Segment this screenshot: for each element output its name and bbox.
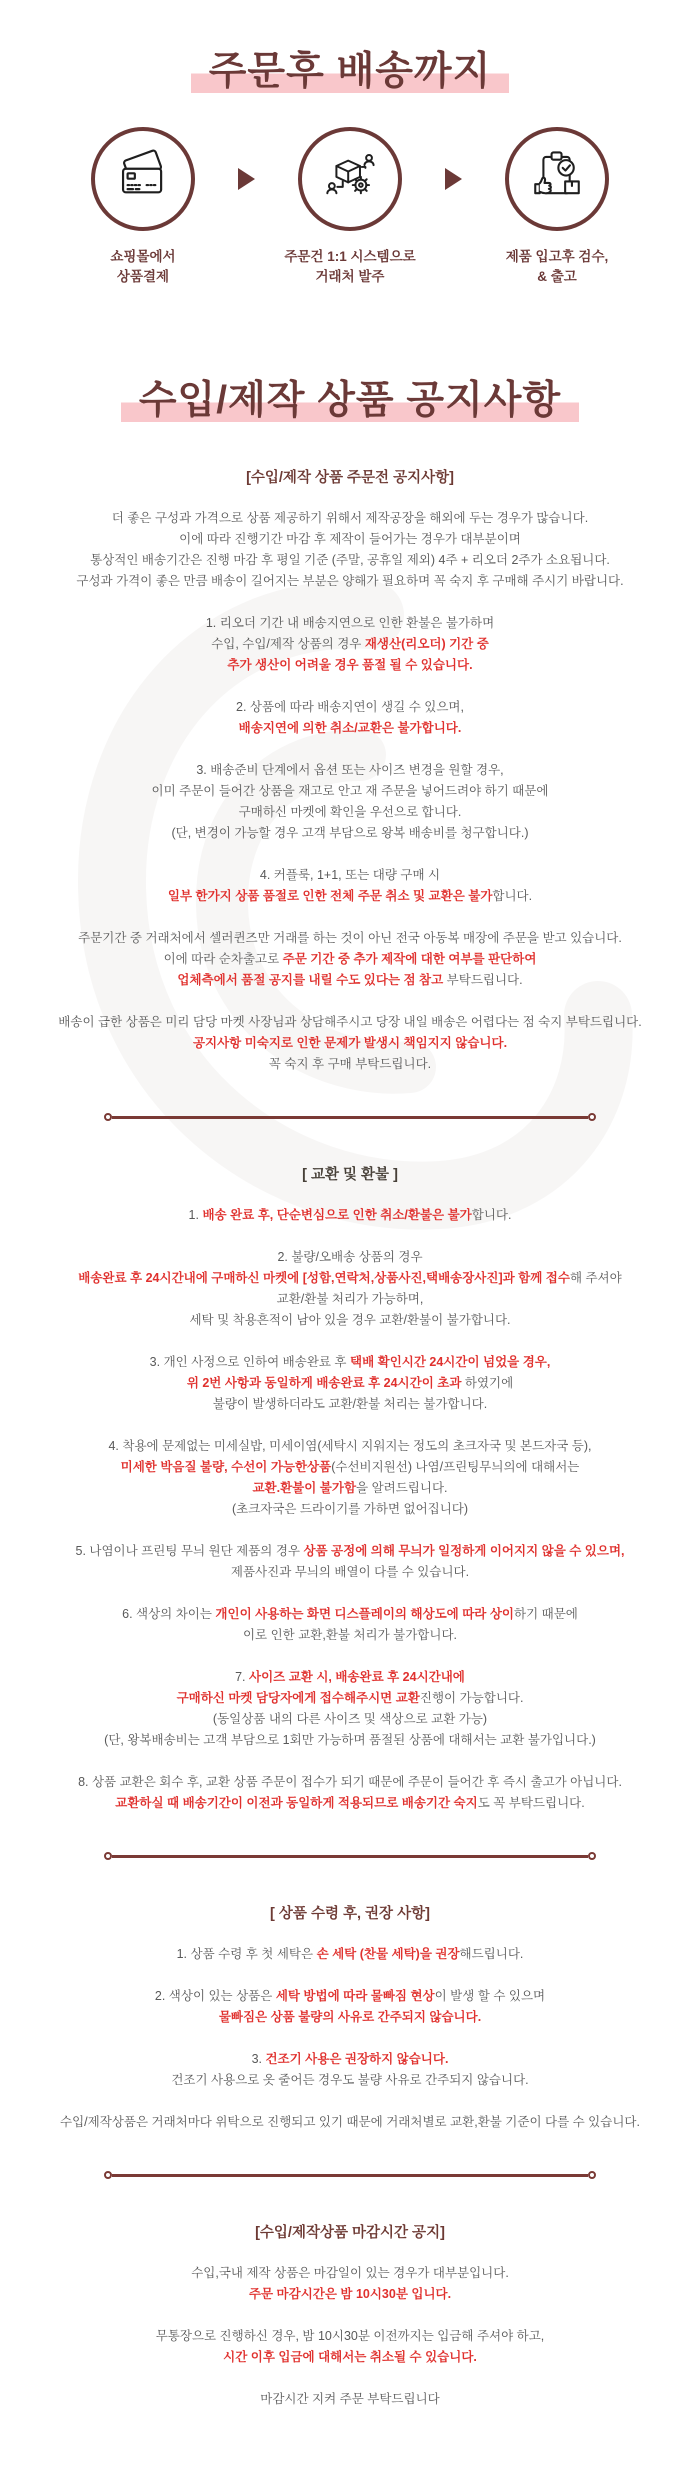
text-line: [0, 1625, 700, 1646]
text-segment: 사이즈 교환 시, 배송완료 후 24시간내에: [249, 1670, 465, 1685]
text-segment: 부탁드립니다.: [443, 973, 523, 988]
triangle-right-icon: [238, 168, 255, 190]
text-line: [0, 865, 700, 886]
text-segment: 해드립니다.: [459, 1947, 524, 1962]
paragraph: [0, 1436, 700, 1520]
paragraph: [0, 1604, 700, 1646]
text-segment: 합니다.: [492, 889, 533, 904]
text-line: [0, 928, 700, 949]
text-line: [0, 2112, 700, 2133]
step-payment: [64, 127, 222, 288]
text-line: [0, 1289, 700, 1310]
text-line: [0, 1373, 700, 1394]
paragraph: [0, 1012, 700, 1075]
text-line: [0, 613, 700, 634]
notice-sections: [0, 466, 700, 2410]
text-segment: 7.: [235, 1670, 250, 1685]
text-segment: 교환.환불이 불가함: [252, 1481, 357, 1496]
section-heading: [ 상품 수령 후, 권장 사항]: [270, 1906, 430, 1923]
text-line: [0, 823, 700, 844]
step-inspection-shipping: [478, 127, 636, 288]
text-segment: 추가 생산이 어려울 경우 품절 될 수 있습니다.: [227, 658, 473, 673]
text-segment: 세탁 방법에 따라 물빠짐 현상: [275, 1989, 435, 2004]
paragraph: [0, 697, 700, 739]
text-line: [0, 781, 700, 802]
text-line: [0, 1709, 700, 1730]
divider-endpoint-circle: [588, 1852, 596, 1860]
text-line: [0, 1667, 700, 1688]
text-line: [0, 508, 700, 529]
divider-line: [112, 1855, 588, 1858]
text-segment: 건조기 사용은 권장하지 않습니다.: [265, 2052, 449, 2067]
paragraph: [0, 760, 700, 844]
paragraph: [0, 2389, 700, 2410]
text-segment: 도 꼭 부탁드립니다.: [477, 1796, 585, 1811]
text-line: [0, 634, 700, 655]
text-segment: 불량이 발생하더라도 교환/환불 처리는 불가합니다.: [212, 1397, 488, 1412]
text-line: [0, 2049, 700, 2070]
step-caption: [506, 247, 609, 288]
text-segment: 건조기 사용으로 옷 줄어든 경우도 불량 사유로 간주되지 않습니다.: [171, 2073, 529, 2088]
text-segment: 마감시간 지켜 주문 부탁드립니다: [260, 2392, 440, 2407]
text-segment: 더 좋은 구성과 가격으로 상품 제공하기 위해서 제작공장을 해외에 두는 경우가 많습니다.: [111, 511, 589, 526]
text-segment: 수입/제작상품은 거래처마다 위탁으로 진행되고 있기 때문에 거래처별로 교환,환불 기준이 다를 수 있습니다.: [60, 2115, 640, 2130]
section-heading: [수입/제작 상품 주문전 공지사항]: [246, 470, 454, 487]
section-heading: [ 교환 및 환불 ]: [302, 1167, 398, 1184]
text-line: [0, 760, 700, 781]
text-segment: 업체측에서 품절 공지를 내릴 수도 있다는 점 참고: [177, 973, 444, 988]
divider-endpoint-circle: [588, 1113, 596, 1121]
text-line: [0, 1394, 700, 1415]
paragraph: [0, 928, 700, 991]
text-line: [0, 949, 700, 970]
text-segment: 일부 한가지 상품 품절로 인한 전체 주문 취소 및 교환은 불가: [167, 889, 493, 904]
text-segment: 배송완료 후 24시간내에 구매하신 마켓에 [성함,연락처,상품사진,택배송장사진]과 함께 접수: [78, 1271, 570, 1286]
text-line: [0, 2326, 700, 2347]
text-line: [0, 718, 700, 739]
text-segment: 하였기에: [461, 1376, 514, 1391]
text-line: [0, 1352, 700, 1373]
text-segment: 공지사항 미숙지로 인한 문제가 발생시 책임지지 않습니다.: [192, 1036, 508, 1051]
divider-line: [112, 1116, 588, 1119]
text-line: [0, 2347, 700, 2368]
text-line: [0, 2007, 700, 2028]
text-segment: 진행이 가능합니다.: [419, 1691, 524, 1706]
text-line: [0, 1772, 700, 1793]
text-line: [0, 1730, 700, 1751]
divider-endpoint-circle: [104, 2171, 112, 2179]
section-divider: [104, 1852, 596, 1860]
text-segment: 시간 이후 입금에 대해서는 취소될 수 있습니다.: [223, 2350, 477, 2365]
text-segment: 해 주셔야: [569, 1271, 622, 1286]
step-circle: [505, 127, 609, 231]
text-segment: 위 2번 사항과 동일하게 배송완료 후 24시간이 초과: [186, 1376, 462, 1391]
text-line: [0, 2389, 700, 2410]
text-segment: 무통장으로 진행하신 경우, 밤 10시30분 이전까지는 입금해 주셔야 하고,: [155, 2329, 545, 2344]
step-caption-line1: 쇼핑몰에서: [110, 248, 176, 264]
text-segment: 구성과 가격이 좋은 만큼 배송이 길어지는 부분은 양해가 필요하며 꼭 숙지 후 구매해 주시기 바랍니다.: [76, 574, 624, 589]
text-segment: 2. 불량/오배송 상품의 경우: [277, 1250, 423, 1265]
text-segment: 배송이 급한 상품은 미리 담당 마켓 사장님과 상담해주시고 당장 내일 배송은 어렵다는 점 숙지 부탁드립니다.: [58, 1015, 642, 1030]
step-order-system: [271, 127, 429, 288]
step-caption-line2: 상품결제: [116, 269, 170, 285]
text-segment: 2. 색상이 있는 상품은: [154, 1989, 276, 2004]
paragraph: [0, 1247, 700, 1331]
step-caption-line2: & 출고: [537, 269, 577, 285]
text-line: [0, 697, 700, 718]
step-circle: [298, 127, 402, 231]
text-segment: 수입, 수입/제작 상품의 경우: [211, 637, 365, 652]
text-segment: 1.: [188, 1208, 203, 1223]
text-segment: 주문기간 중 거래처에서 셀러퀸즈만 거래를 하는 것이 아닌 전국 아동복 매장에 주문을 받고 있습니다.: [78, 931, 622, 946]
text-segment: 주문 마감시간은 밤 10시30분 입니다.: [248, 2287, 452, 2302]
text-segment: 상품 공정에 의해 무늬가 일정하게 이어지지 않을 수 있으며,: [303, 1544, 625, 1559]
text-segment: 8. 상품 교환은 회수 후, 교환 상품 주문이 접수가 되기 때문에 주문이 들어간 후 즉시 출고가 아닙니다.: [78, 1775, 622, 1790]
text-segment: 미세한 박음질 불량, 수선이 가능한상품: [120, 1460, 332, 1475]
text-segment: 2. 상품에 따라 배송지연이 생길 수 있으며,: [236, 700, 464, 715]
text-segment: (단, 변경이 가능할 경우 고객 부담으로 왕복 배송비를 청구합니다.): [171, 826, 529, 841]
divider-endpoint-circle: [104, 1852, 112, 1860]
paragraph: [0, 1944, 700, 1965]
text-segment: 이로 인한 교환,환불 처리가 불가합니다.: [242, 1628, 458, 1643]
text-segment: 개인이 사용하는 화면 디스플레이의 해상도에 따라 상이: [215, 1607, 514, 1622]
text-line: [0, 1205, 700, 1226]
text-segment: 재생산(리오더) 기간 중: [364, 637, 489, 652]
paragraph: [0, 2263, 700, 2305]
text-line: [0, 550, 700, 571]
paragraph: [0, 1541, 700, 1583]
text-segment: 이 발생 할 수 있으며: [434, 1989, 546, 2004]
text-segment: 1. 리오더 기간 내 배송지연으로 인한 환불은 불가하며: [205, 616, 495, 631]
paragraph: [0, 1986, 700, 2028]
text-line: [0, 1033, 700, 1054]
section-divider: [104, 1113, 596, 1121]
divider-endpoint-circle: [104, 1113, 112, 1121]
divider-line: [112, 2174, 588, 2177]
divider-endpoint-circle: [588, 2171, 596, 2179]
text-segment: 손 세탁 (찬물 세탁)을 권장: [316, 1947, 460, 1962]
text-line: [0, 1793, 700, 1814]
step-caption: [284, 247, 415, 288]
inspection-shipping-icon: [528, 147, 586, 210]
text-segment: (동일상품 내의 다른 사이즈 및 색상으로 교환 가능): [212, 1712, 488, 1727]
text-segment: 6. 색상의 차이는: [122, 1607, 216, 1622]
text-line: [0, 2070, 700, 2091]
text-line: [0, 1478, 700, 1499]
text-segment: 택배 확인시간 24시간이 넘었을 경우,: [350, 1355, 551, 1370]
paragraph: [0, 2112, 700, 2133]
step-circle: [91, 127, 195, 231]
text-line: [0, 802, 700, 823]
text-line: [0, 1457, 700, 1478]
text-line: [0, 1604, 700, 1625]
text-segment: 통상적인 배송기간은 진행 마감 후 평일 기준 (주말, 공휴일 제외) 4주 + 리오더 2주가 소요됩니다.: [90, 553, 610, 568]
text-segment: 구매하신 마켓 담당자에게 접수해주시면 교환: [176, 1691, 420, 1706]
text-line: [0, 1310, 700, 1331]
text-segment: 배송지연에 의한 취소/교환은 불가합니다.: [238, 721, 462, 736]
text-line: [0, 1541, 700, 1562]
text-line: [0, 970, 700, 991]
paragraph: [0, 1352, 700, 1415]
text-line: [0, 1944, 700, 1965]
text-segment: 합니다.: [471, 1208, 512, 1223]
paragraph: [0, 1667, 700, 1751]
text-segment: 4. 착용에 문제없는 미세실밥, 미세이염(세탁시 지워지는 정도의 초크자국 및 본드자국 등),: [108, 1439, 592, 1454]
paragraph: [0, 1772, 700, 1814]
text-segment: 구매하신 마켓에 확인을 우선으로 합니다.: [238, 805, 462, 820]
text-segment: 배송 완료 후, 단순변심으로 인한 취소/환불은 불가: [202, 1208, 472, 1223]
text-segment: 물빠짐은 상품 불량의 사유로 간주되지 않습니다.: [218, 2010, 482, 2025]
order-system-icon: [321, 147, 379, 210]
text-segment: 3. 배송준비 단계에서 옵션 또는 사이즈 변경을 원할 경우,: [196, 763, 504, 778]
text-line: [0, 1247, 700, 1268]
paragraph: [0, 865, 700, 907]
notice-title: 수입/제작 상품 공지사항: [121, 379, 579, 424]
text-segment: 5. 나염이나 프린팅 무늬 원단 제품의 경우: [75, 1544, 304, 1559]
text-segment: 이미 주문이 들어간 상품을 재고로 안고 재 주문을 넣어드려야 하기 때문에: [151, 784, 549, 799]
text-line: [0, 529, 700, 550]
text-segment: 을 알려드립니다.: [356, 1481, 448, 1496]
text-segment: 수입,국내 제작 상품은 마감일이 있는 경우가 대부분입니다.: [191, 2266, 509, 2281]
text-segment: (초크자국은 드라이기를 가하면 없어집니다): [231, 1502, 469, 1517]
text-line: [0, 571, 700, 592]
step-caption-line1: 주문건 1:1 시스템으로: [284, 248, 416, 264]
text-line: [0, 1436, 700, 1457]
text-segment: 3. 개인 사정으로 인하여 배송완료 후: [149, 1355, 350, 1370]
process-steps: [0, 127, 700, 288]
text-segment: 이에 따라 순차출고로: [163, 952, 283, 967]
paragraph: [0, 508, 700, 592]
step-caption-line2: 거래처 발주: [315, 269, 385, 285]
text-segment: 세탁 및 착용흔적이 남아 있을 경우 교환/환불이 불가합니다.: [189, 1313, 511, 1328]
text-line: [0, 1499, 700, 1520]
text-line: [0, 1562, 700, 1583]
paragraph: [0, 1205, 700, 1226]
text-segment: (수선비지원선) 나염/프린팅무늬의에 대해서는: [331, 1460, 580, 1475]
payment-card-icon: [114, 147, 172, 210]
paragraph: [0, 2326, 700, 2368]
paragraph: [0, 2049, 700, 2091]
text-segment: 하기 때문에: [514, 1607, 578, 1622]
text-line: [0, 655, 700, 676]
section-divider: [104, 2171, 596, 2179]
text-segment: 꼭 숙지 후 구매 부탁드립니다.: [268, 1057, 432, 1072]
section-heading: [수입/제작상품 마감시간 공지]: [255, 2225, 445, 2242]
text-line: [0, 1012, 700, 1033]
text-segment: 제품사진과 무늬의 배열이 다를 수 있습니다.: [230, 1565, 470, 1580]
text-segment: 이에 따라 진행기간 마감 후 제작이 들어가는 경우가 대부분이며: [179, 532, 521, 547]
page-title: 주문후 배송까지: [191, 50, 510, 95]
text-line: [0, 2263, 700, 2284]
step-caption: [110, 247, 175, 288]
text-segment: 교환하실 때 배송기간이 이전과 동일하게 적용되므로 배송기간 숙지: [115, 1796, 478, 1811]
step-caption-line1: 제품 입고후 검수,: [505, 248, 609, 264]
text-segment: 주문 기간 중 추가 제작에 대한 여부를 판단하여: [282, 952, 537, 967]
text-line: [0, 1986, 700, 2007]
notice-title-wrap: [0, 379, 700, 424]
text-line: [0, 886, 700, 907]
text-segment: 4. 커플룩, 1+1, 또는 대량 구매 시: [259, 868, 441, 883]
text-segment: 3.: [251, 2052, 266, 2067]
paragraph: [0, 613, 700, 676]
triangle-right-icon: [445, 168, 462, 190]
text-segment: (단, 왕복배송비는 고객 부담으로 1회만 가능하며 품절된 상품에 대해서는 교환 불가입니다.): [104, 1733, 596, 1748]
text-line: [0, 2284, 700, 2305]
text-line: [0, 1688, 700, 1709]
text-line: [0, 1268, 700, 1289]
page-title-wrap: [0, 50, 700, 95]
text-segment: 1. 상품 수령 후 첫 세탁은: [176, 1947, 317, 1962]
text-segment: 교환/환불 처리가 가능하며,: [276, 1292, 424, 1307]
text-line: [0, 1054, 700, 1075]
